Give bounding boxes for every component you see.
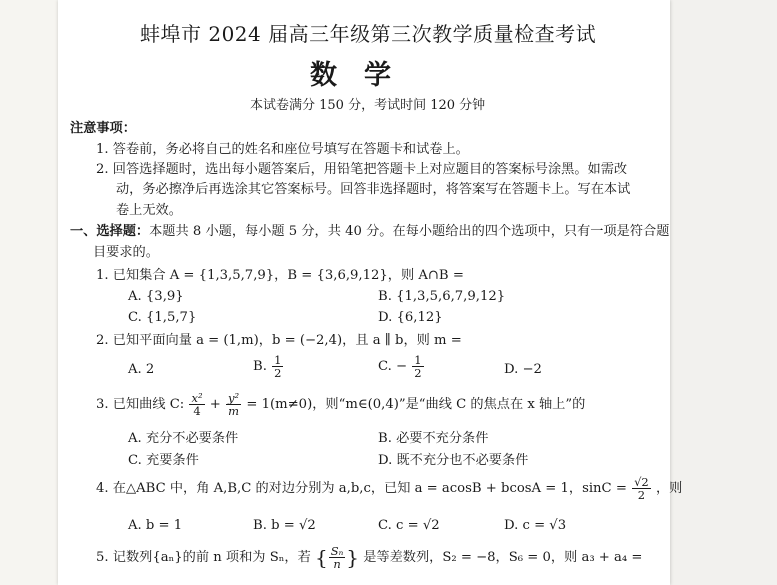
notice-heading: 注意事项：: [70, 121, 136, 136]
fraction-denominator: 4: [193, 404, 201, 419]
stem-prefix: 5. 记数列{aₙ}的前 n 项和为 Sₙ，若: [96, 549, 311, 565]
notice-item-1: 1. 答卷前，务必将自己的姓名和座位号填写在答题卡和试卷上。: [96, 142, 469, 157]
section-1-intro: [70, 225, 669, 238]
notice-item-2: 2. 回答选择题时，选出每小题答案后，用铅笔把答题卡上对应题目的答案标号涂黑。如需改: [96, 162, 628, 177]
fraction-y2-over-m: [226, 392, 241, 417]
stem-suffix: 是等差数列，S₂ = −8，S₆ = 0，则 a₃ + a₄ =: [363, 549, 643, 565]
question-5-stem: [96, 545, 642, 570]
question-2-option-a: A. 2: [128, 362, 155, 377]
question-3-option-b: B. 必要不充分条件: [378, 431, 489, 446]
stem-suffix: = 1(m≠0)，则“m∈(0,4)”是“曲线 C 的焦点在 x 轴上”的: [246, 396, 586, 412]
question-1-option-b: B. {1,3,5,6,7,9,12}: [378, 289, 506, 304]
fraction-neg-one-half: [412, 354, 423, 379]
fraction-numerator: √2: [634, 475, 649, 489]
section-1-desc: 本题共 8 小题，每小题 5 分，共 40 分。在每小题给出的四个选项中，只有一项是符合题: [149, 224, 670, 239]
fraction-numerator: x²: [191, 391, 203, 405]
fraction-denominator: 2: [637, 488, 646, 503]
stem-suffix: ，则: [655, 480, 683, 496]
question-4-option-a: A. b = 1: [128, 518, 183, 533]
notice-item-2-cont: 动，务必擦净后再选涂其它答案标号。回答非选择题时，将答案写在答题卡上。写在本试: [116, 182, 631, 197]
question-2-option-d: D. −2: [504, 362, 542, 377]
brace-close: }: [346, 545, 360, 570]
question-3-stem: [96, 392, 585, 417]
fraction-one-half: [272, 354, 283, 379]
question-3-option-a: A. 充分不必要条件: [128, 431, 239, 446]
fraction-sqrt2-over-2: [632, 476, 651, 501]
question-1-stem: 1. 已知集合 A = {1,3,5,7,9}，B = {3,6,9,12}，则 A∩B =: [96, 268, 464, 283]
question-2-option-b: [253, 354, 284, 379]
section-1-desc-cont: 目要求的。: [93, 245, 159, 260]
question-4-stem: [96, 476, 682, 501]
fraction-sn-over-n: [329, 545, 346, 570]
fraction-x2-over-4: [189, 392, 204, 417]
fraction-denominator: 2: [274, 366, 282, 381]
fraction-denominator: n: [333, 557, 341, 572]
fraction-numerator: Sₙ: [330, 544, 344, 558]
fraction-numerator: 1: [414, 353, 422, 367]
question-4-option-c: C. c = √2: [378, 518, 440, 533]
stem-prefix: 4. 在△ABC 中，角 A,B,C 的对边分别为 a,b,c，已知 a = acosB + bcosA = 1，sinC =: [96, 480, 627, 496]
section-1-heading: 一、选择题：: [70, 224, 150, 239]
fraction-denominator: m: [228, 404, 240, 419]
question-4-option-b: B. b = √2: [253, 518, 316, 533]
question-3-option-d: D. 既不充分也不必要条件: [378, 453, 529, 468]
option-b-label: B.: [253, 358, 267, 374]
exam-info: 本试卷满分 150 分，考试时间 120 分钟: [250, 98, 486, 113]
brace-open: {: [315, 545, 328, 570]
question-1-option-a: A. {3,9}: [128, 289, 184, 304]
fraction-numerator: 1: [274, 353, 282, 367]
stem-prefix: 3. 已知曲线 C:: [96, 396, 185, 412]
exam-title: 蚌埠市 2024 届高三年级第三次教学质量检查考试: [140, 22, 597, 46]
right-margin: [670, 0, 777, 585]
question-3-option-c: C. 充要条件: [128, 453, 199, 468]
exam-subject: 数 学: [310, 60, 391, 91]
left-margin: [0, 0, 58, 585]
question-1-option-d: D. {6,12}: [378, 310, 443, 325]
question-2-option-c: [378, 354, 425, 379]
fraction-numerator: y²: [228, 391, 240, 405]
fraction-denominator: 2: [414, 366, 422, 381]
option-c-label: C. −: [378, 358, 408, 374]
question-1-option-c: C. {1,5,7}: [128, 310, 197, 325]
question-2-stem: 2. 已知平面向量 a = (1,m)，b = (−2,4)，且 a ∥ b，则 m =: [96, 333, 462, 348]
question-4-option-d: D. c = √3: [504, 518, 567, 533]
plus-sign: +: [209, 396, 221, 412]
exam-page: [58, 0, 683, 585]
notice-item-2-end: 卷上无效。: [116, 203, 182, 218]
